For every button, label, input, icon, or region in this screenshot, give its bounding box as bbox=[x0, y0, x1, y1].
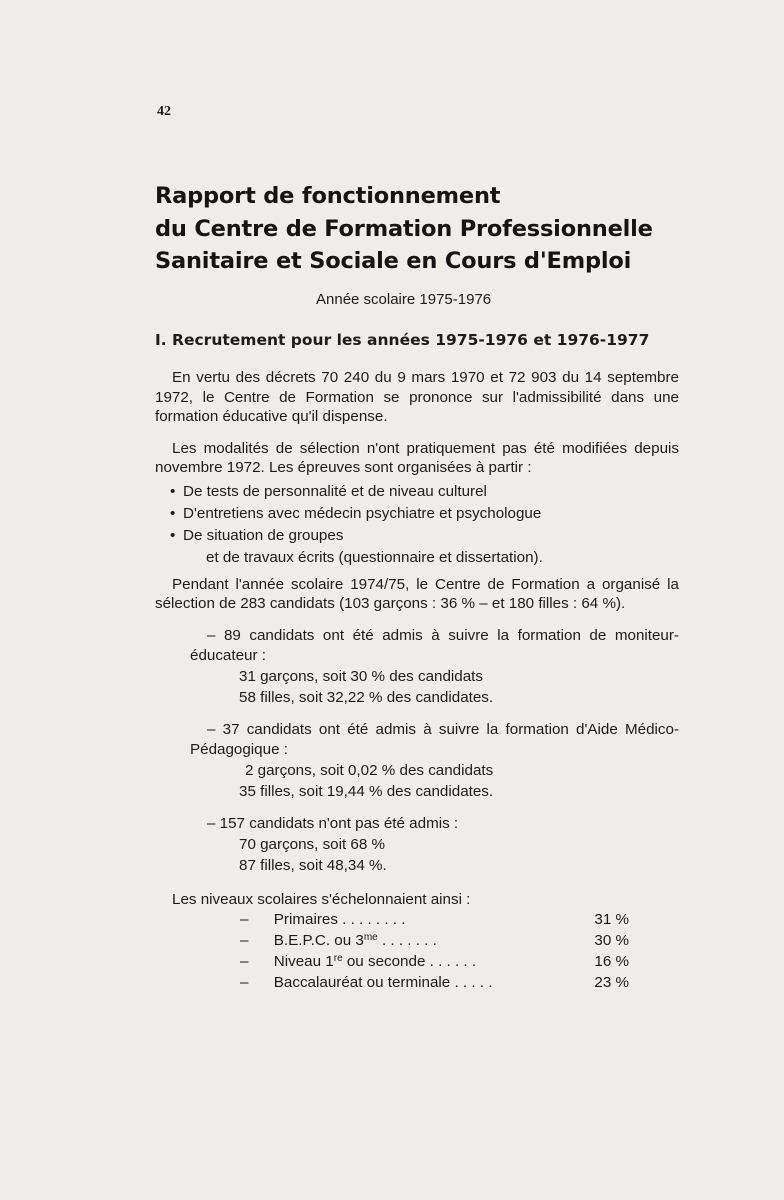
school-year-subtitle: Année scolaire 1975-1976 bbox=[316, 291, 492, 308]
not-admitted-group bbox=[155, 814, 679, 876]
admitted-educator-group bbox=[155, 626, 679, 708]
stat-line: 35 filles, soit 19,44 % des candidates. bbox=[239, 782, 494, 800]
school-levels bbox=[155, 890, 679, 994]
admitted-amp-group bbox=[155, 720, 679, 802]
list-item-continuation: et de travaux écrits (questionnaire et dissertation). bbox=[206, 548, 543, 566]
stat-line: 58 filles, soit 32,22 % des candidates. bbox=[239, 688, 494, 706]
body-text bbox=[155, 368, 679, 993]
title-line-1: Rapport de fonctionnement bbox=[155, 183, 501, 209]
bullet-icon: • bbox=[170, 482, 176, 500]
levels-intro: Les niveaux scolaires s'échelonnaient ainsi : bbox=[172, 890, 471, 908]
group-heading: – 157 candidats n'ont pas été admis : bbox=[207, 814, 459, 832]
level-row: – Baccalauréat ou terminale . . . . . 23 % bbox=[240, 974, 629, 991]
section-heading: I. Recrutement pour les années 1975-1976 et 1976-1977 bbox=[155, 331, 650, 349]
level-row: – Niveau 1re ou seconde . . . . . . 16 % bbox=[240, 953, 629, 970]
paragraph-candidates: Pendant l'année scolaire 1974/75, le Centre de Formation a organisé la sélection de 283 candidats (103 garçons : 36 % – et 180 filles : 64 %). bbox=[155, 575, 679, 612]
stat-line: 2 garçons, soit 0,02 % des candidats bbox=[245, 761, 494, 779]
list-item: • De situation de groupes bbox=[155, 525, 679, 547]
level-percent: 30 % bbox=[594, 932, 629, 949]
group-heading: – 37 candidats ont été admis à suivre la formation d'Aide Médico-Pédagogique : bbox=[190, 720, 679, 758]
bullet-icon: • bbox=[170, 526, 176, 544]
stat-line: 70 garçons, soit 68 % bbox=[239, 835, 386, 853]
stat-line: 87 filles, soit 48,34 %. bbox=[239, 856, 387, 874]
level-percent: 16 % bbox=[594, 953, 629, 970]
group-heading: – 89 candidats ont été admis à suivre la formation de moniteur-éducateur : bbox=[190, 626, 679, 664]
title-line-2: du Centre de Formation Professionnelle bbox=[155, 215, 653, 242]
selection-tests-list bbox=[155, 481, 679, 569]
level-row: – B.E.P.C. ou $3^{me}$ . . . . . . . 30 % bbox=[240, 932, 629, 949]
list-item: • De tests de personnalité et de niveau culturel bbox=[155, 481, 679, 503]
level-percent: 31 % bbox=[594, 911, 629, 928]
paragraph-decrees: En vertu des décrets 70 240 du 9 mars 1970 et 72 903 du 14 septembre 1972, le Centre de Formation se prononce sur l'admissibilité dans une formation éducative qu'il dispense. bbox=[155, 369, 679, 425]
level-row: – Primaires . . . . . . . . 31 % bbox=[240, 911, 629, 928]
page-title bbox=[155, 180, 653, 278]
page-number: 42 bbox=[157, 104, 171, 119]
title-line-3: Sanitaire et Sociale en Cours d'Emploi bbox=[155, 248, 632, 274]
bullet-icon: • bbox=[170, 504, 176, 522]
stat-line: 31 garçons, soit 30 % des candidats bbox=[239, 667, 483, 685]
level-percent: 23 % bbox=[594, 974, 629, 991]
paragraph-selection: Les modalités de sélection n'ont pratiquement pas été modifiées depuis novembre 1972. Les épreuves sont organisées à partir : bbox=[155, 439, 679, 476]
list-item: • D'entretiens avec médecin psychiatre et psychologue bbox=[155, 503, 679, 525]
